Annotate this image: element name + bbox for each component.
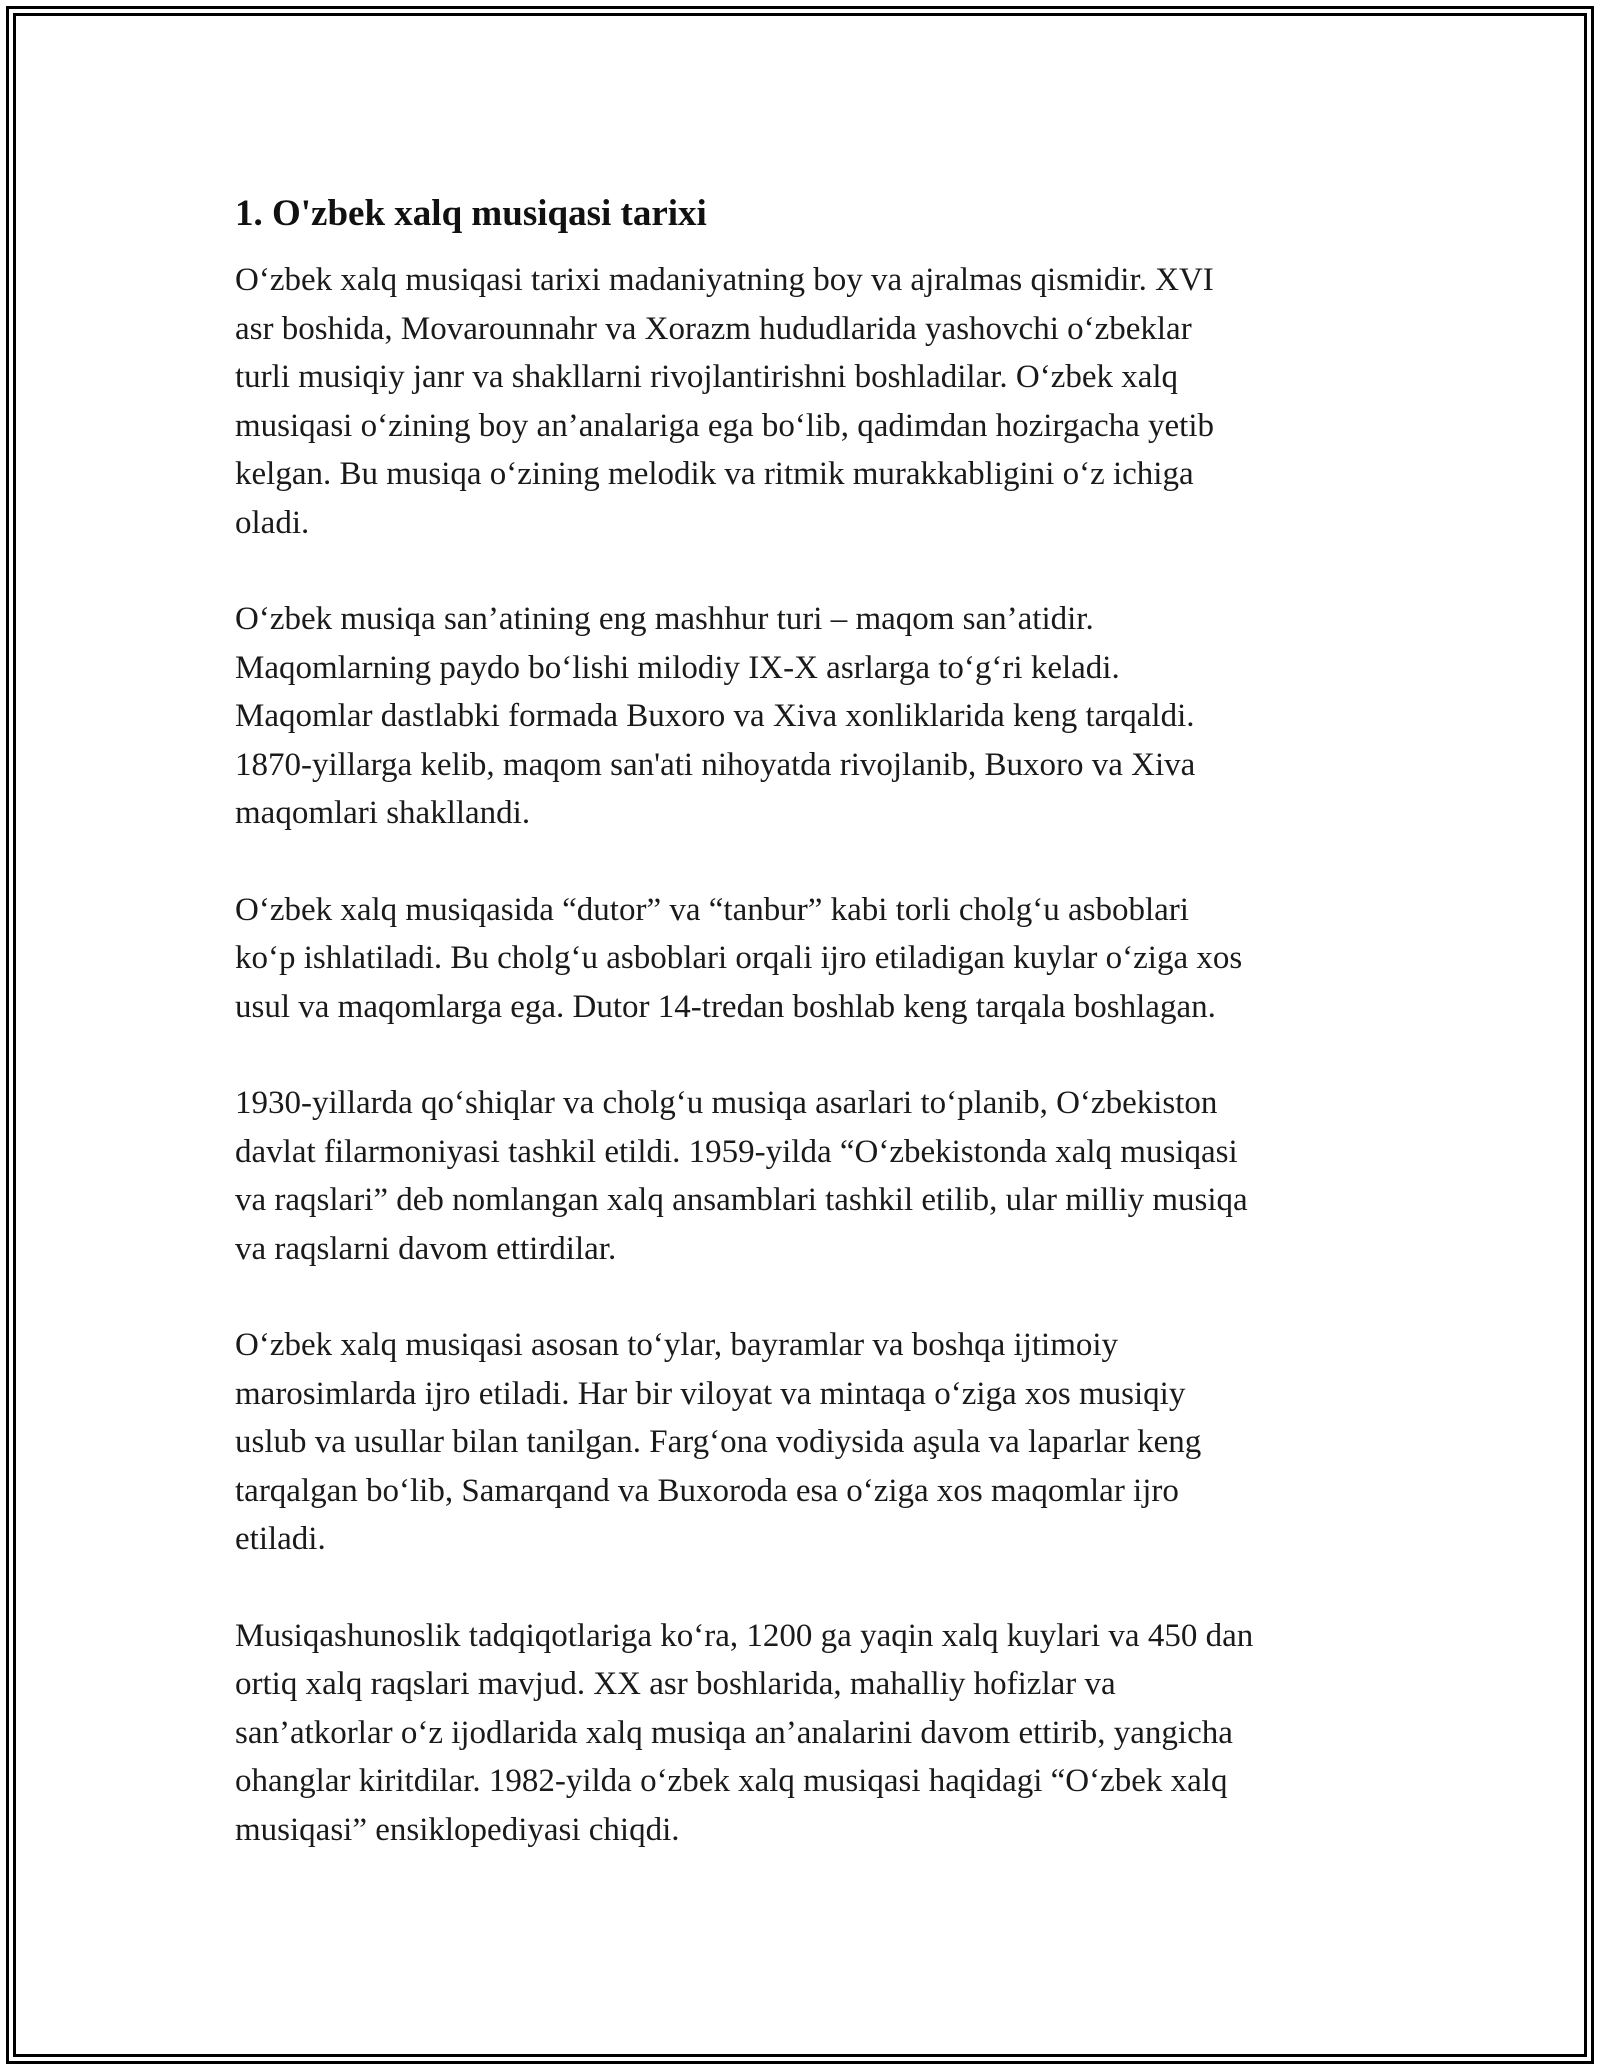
paragraph-research: Musiqashunoslik tadqiqotlariga ko‘ra, 1200 ga yaqin xalq kuylari va 450 dan ortiq xalq raqslari mavjud. XX asr boshlarida, mahalliy hofizlar va san’atkorlar o‘z ijodlarida xalq musiqa an’analarini davom ettirib, yangicha ohanglar kiritdilar. 1982-yilda o‘zbek xalq musiqasi haqidagi “O‘zbek xalq musiqasi” ensiklopediyasi chiqdi.: [235, 1617, 1254, 1848]
paragraph-instruments: O‘zbek xalq musiqasida “dutor” va “tanbur” kabi torli cholg‘u asboblari ko‘p ishlatiladi. Bu cholg‘u asboblari orqali ijro etiladigan kuylar o‘ziga xos usul va maqomlarga ega. Dutor 14-tredan boshlab keng tarqala boshlagan.: [235, 891, 1243, 1025]
paragraph-history-intro: O‘zbek xalq musiqasi tarixi madaniyatning boy va ajralmas qismidir. XVI asr boshida, Movarounnahr va Xorazm hududlarida yashovchi o‘zbeklar turli musiqiy janr va shakllarni rivojlantirishni boshladilar. O‘zbek xalq musiqasi o‘zining boy an’analariga ega bo‘lib, qadimdan hozirgacha yetib kelgan. Bu musiqa o‘zining melodik va ritmik murakkabligini o‘z ichiga oladi.: [235, 262, 1214, 541]
document-body: [235, 190, 1385, 1854]
section-heading: 1. O'zbek xalq musiqasi tarixi: [235, 193, 707, 234]
paragraph-philharmonic: 1930-yillarda qo‘shiqlar va cholg‘u musiqa asarlari to‘planib, O‘zbekiston davlat filarmoniyasi tashkil etildi. 1959-yilda “O‘zbekistonda xalq musiqasi va raqslari” deb nomlangan xalq ansamblari tashkil etilib, ular milliy musiqa va raqslarni davom ettirdilar.: [235, 1085, 1248, 1267]
paragraph-maqom: O‘zbek musiqa san’atining eng mashhur turi – maqom san’atidir. Maqomlarning paydo bo‘lishi milodiy IX-X asrlarga to‘g‘ri keladi. Maqomlar dastlabki formada Buxoro va Xiva xonliklarida keng tarqaldi. 1870-yillarga kelib, maqom san'ati nihoyatda rivojlanib, Buxoro va Xiva maqomlari shakllandi.: [235, 601, 1196, 831]
paragraph-ceremonies: O‘zbek xalq musiqasi asosan to‘ylar, bayramlar va boshqa ijtimoiy marosimlarda ijro etiladi. Har bir viloyat va mintaqa o‘ziga xos musiqiy uslub va usullar bilan tanilgan. Farg‘ona vodiysida aşula va laparlar keng tarqalgan bo‘lib, Samarqand va Buxoroda esa o‘ziga xos maqomlar ijro etiladi.: [235, 1327, 1202, 1557]
